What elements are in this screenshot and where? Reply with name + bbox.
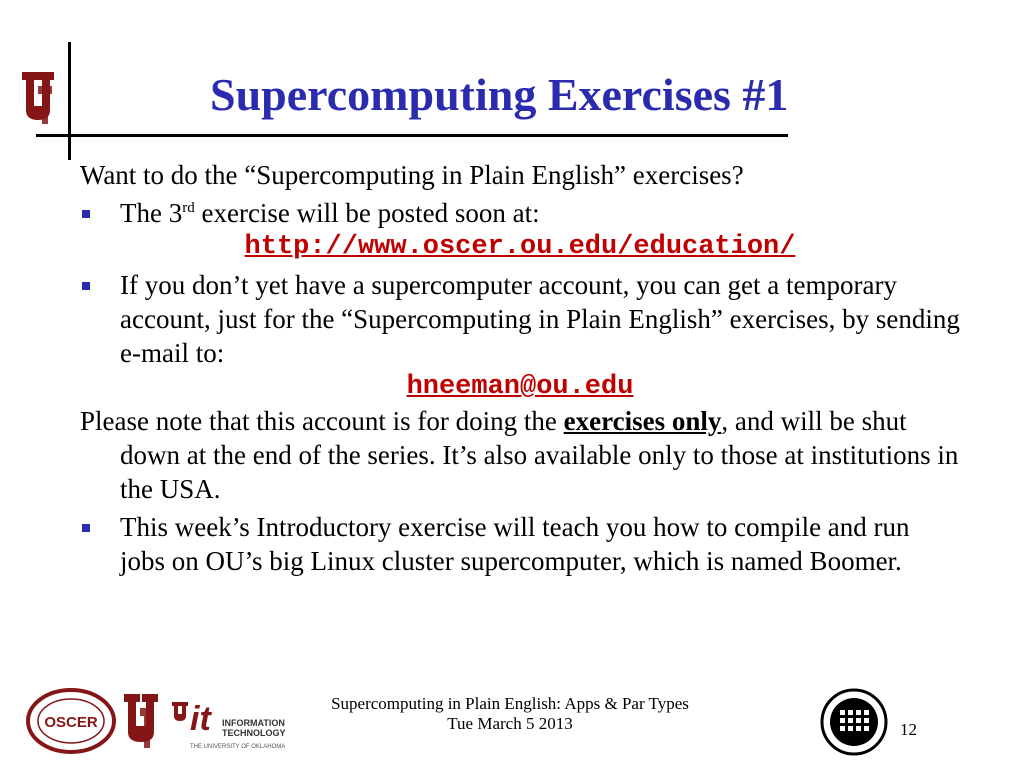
intro-text: Want to do the “Supercomputing in Plain English” exercises? (80, 160, 744, 190)
note-text: Please note that this account is for doing the exercises only, and will be shut down at the end of the series. It’s also available only to those at institutions in the USA. (80, 406, 959, 504)
bullet-item: If you don’t yet have a supercomputer account, you can get a temporary account, just for the “Supercomputing in Plain English” exercises, by sending e-mail to: hneeman@ou.edu (80, 268, 960, 404)
bullet-square-icon (82, 282, 90, 290)
bullet-square-icon (82, 210, 90, 218)
slide-body (80, 158, 960, 578)
education-url-link[interactable]: http://www.oscer.ou.edu/education/ (244, 232, 796, 262)
footer-course-title: Supercomputing in Plain English: Apps & Par Types (331, 694, 689, 713)
svg-text:it: it (190, 700, 211, 738)
page-number: 12 (900, 720, 917, 739)
bullet-item: This week’s Introductory exercise will teach you how to compile and run jobs on OU’s big Linux cluster supercomputer, which is named Boomer. (80, 510, 960, 578)
email-link[interactable]: hneeman@ou.edu (406, 372, 634, 402)
it-logo-text-1: INFORMATION (222, 718, 285, 728)
ou-footer-logo-icon (122, 690, 166, 752)
slide-title: Supercomputing Exercises #1 (210, 69, 789, 120)
title-horizontal-rule (36, 134, 788, 137)
slide-footer (270, 694, 750, 734)
oscer-logo-icon (26, 688, 116, 754)
exercises-only-emphasis: exercises only (563, 406, 722, 436)
it-logo-text-2: TECHNOLOGY (222, 728, 286, 738)
bullet-item: The 3rd exercise will be posted soon at: http://www.oscer.ou.edu/education/ (80, 196, 960, 264)
supercomputing-logo-icon (818, 688, 890, 756)
it-logo-subtext: THE UNIVERSITY OF OKLAHOMA (190, 744, 286, 750)
footer-date: Tue March 5 2013 (447, 714, 573, 733)
oscer-logo-text: OSCER (44, 714, 98, 731)
bullet-square-icon (82, 524, 90, 532)
ou-logo-icon (18, 66, 70, 130)
